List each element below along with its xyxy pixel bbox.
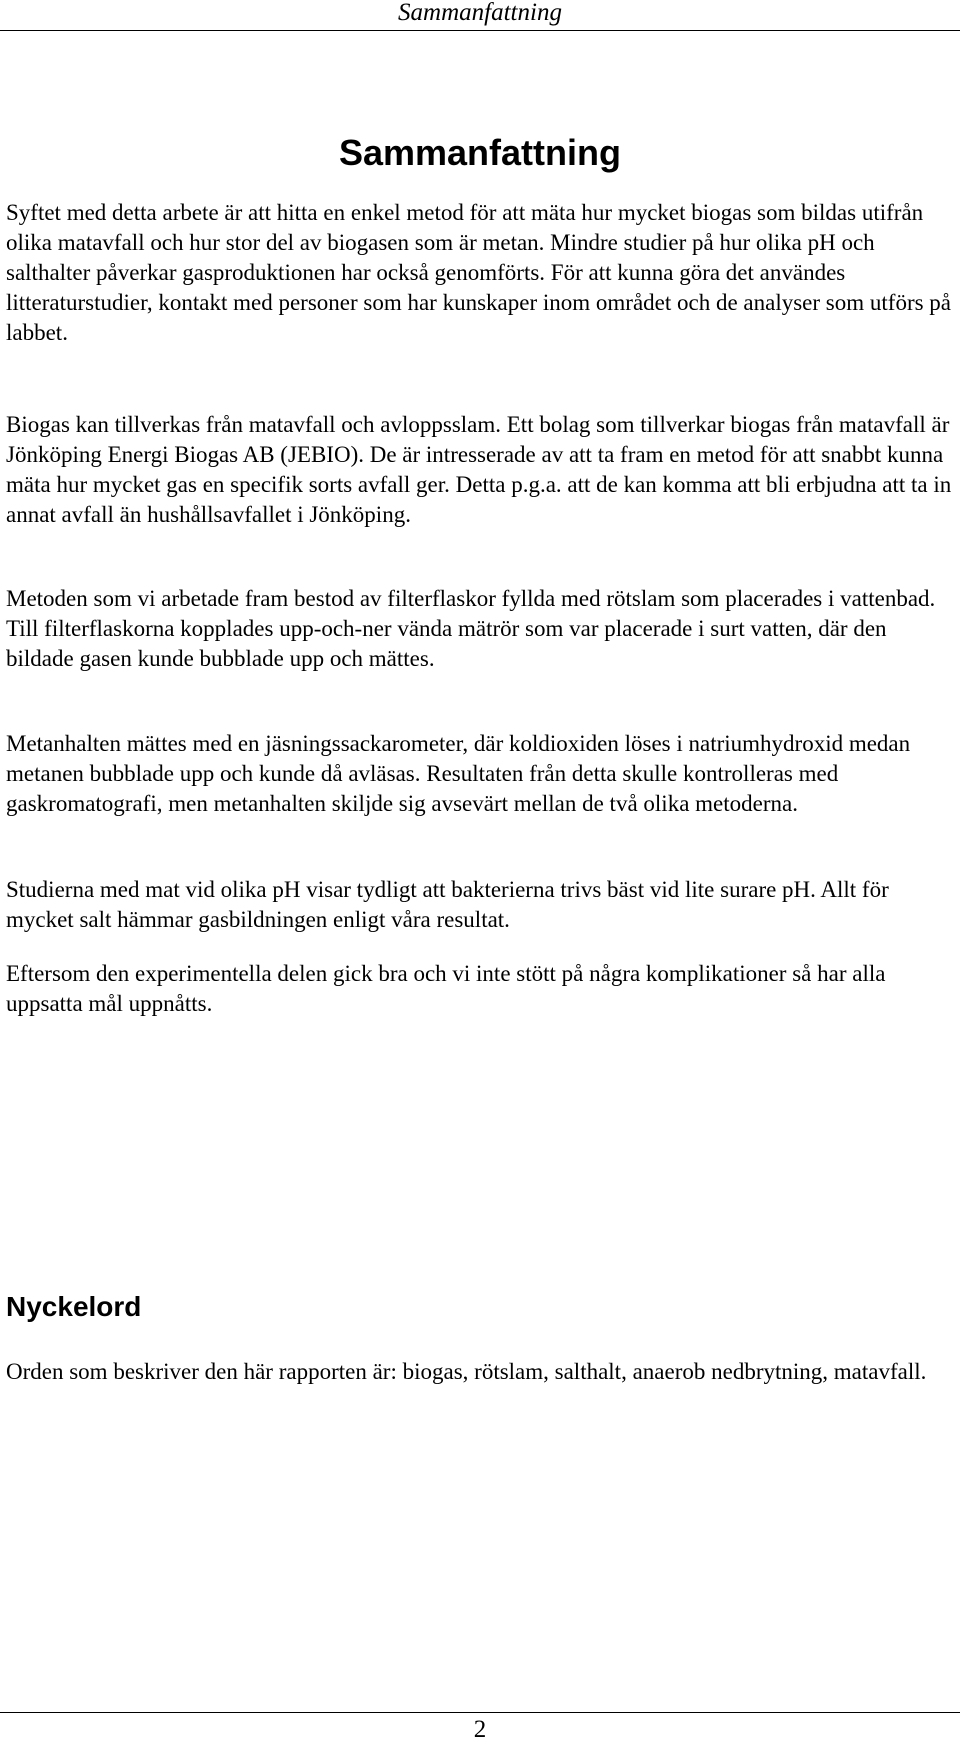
paragraph-ph-studies: Studierna med mat vid olika pH visar tydligt att bakterierna trivs bäst vid lite surare pH. Allt för mycket salt hämmar gasbildningen enligt våra resultat.: [6, 877, 889, 932]
paragraph-background: Biogas kan tillverkas från matavfall och avloppsslam. Ett bolag som tillverkar biogas från matavfall är Jönköping Energi Biogas AB (JEBIO). De är intresserade av att ta fram en metod för att snabbt kunna mäta hur mycket gas en specifik sorts avfall ger. Detta p.g.a. att de kan komma att bli erbjudna att ta in annat avfall än hushållsavfallet i Jönköping.: [6, 412, 952, 527]
page-title: Sammanfattning: [338, 132, 622, 173]
footer-divider: [0, 1712, 960, 1713]
paragraph-conclusion: Eftersom den experimentella delen gick bra och vi inte stött på några komplikationer så har alla uppsatta mål uppnåtts.: [6, 961, 886, 1016]
page-number: 2: [473, 1716, 487, 1743]
paragraph-purpose: Syftet med detta arbete är att hitta en enkel metod för att mäta hur mycket biogas som bildas utifrån olika matavfall och hur stor del av biogasen som är metan. Mindre studier på hur olika pH och salthalter påverkar gasproduktionen har också genomförts. För att kunna göra det användes litteraturstudier, kontakt med personer som har kunskaper inom området och de analyser som utförs på labbet.: [6, 200, 952, 345]
paragraph-method: Metoden som vi arbetade fram bestod av filterflaskor fyllda med rötslam som placerades i vattenbad. Till filterflaskorna kopplades upp-och-ner vända mätrör som var placerade i surt vatten, där den bildade gasen kunde bubblade upp och mättes.: [6, 586, 936, 671]
running-header: Sammanfattning: [0, 0, 960, 31]
keywords-text: Orden som beskriver den här rapporten är: biogas, rötslam, salthalt, anaerob nedbrytning, matavfall.: [6, 1359, 927, 1384]
keywords-heading: Nyckelord: [6, 1291, 142, 1322]
paragraph-methane: Metanhalten mättes med en jäsningssackarometer, där koldioxiden löses i natriumhydroxid medan metanen bubblade upp och kunde då avläsas. Resultaten från detta skulle kontrolleras med gaskromatografi, men metanhalten skiljde sig avsevärt mellan de två olika metoderna.: [6, 731, 911, 816]
